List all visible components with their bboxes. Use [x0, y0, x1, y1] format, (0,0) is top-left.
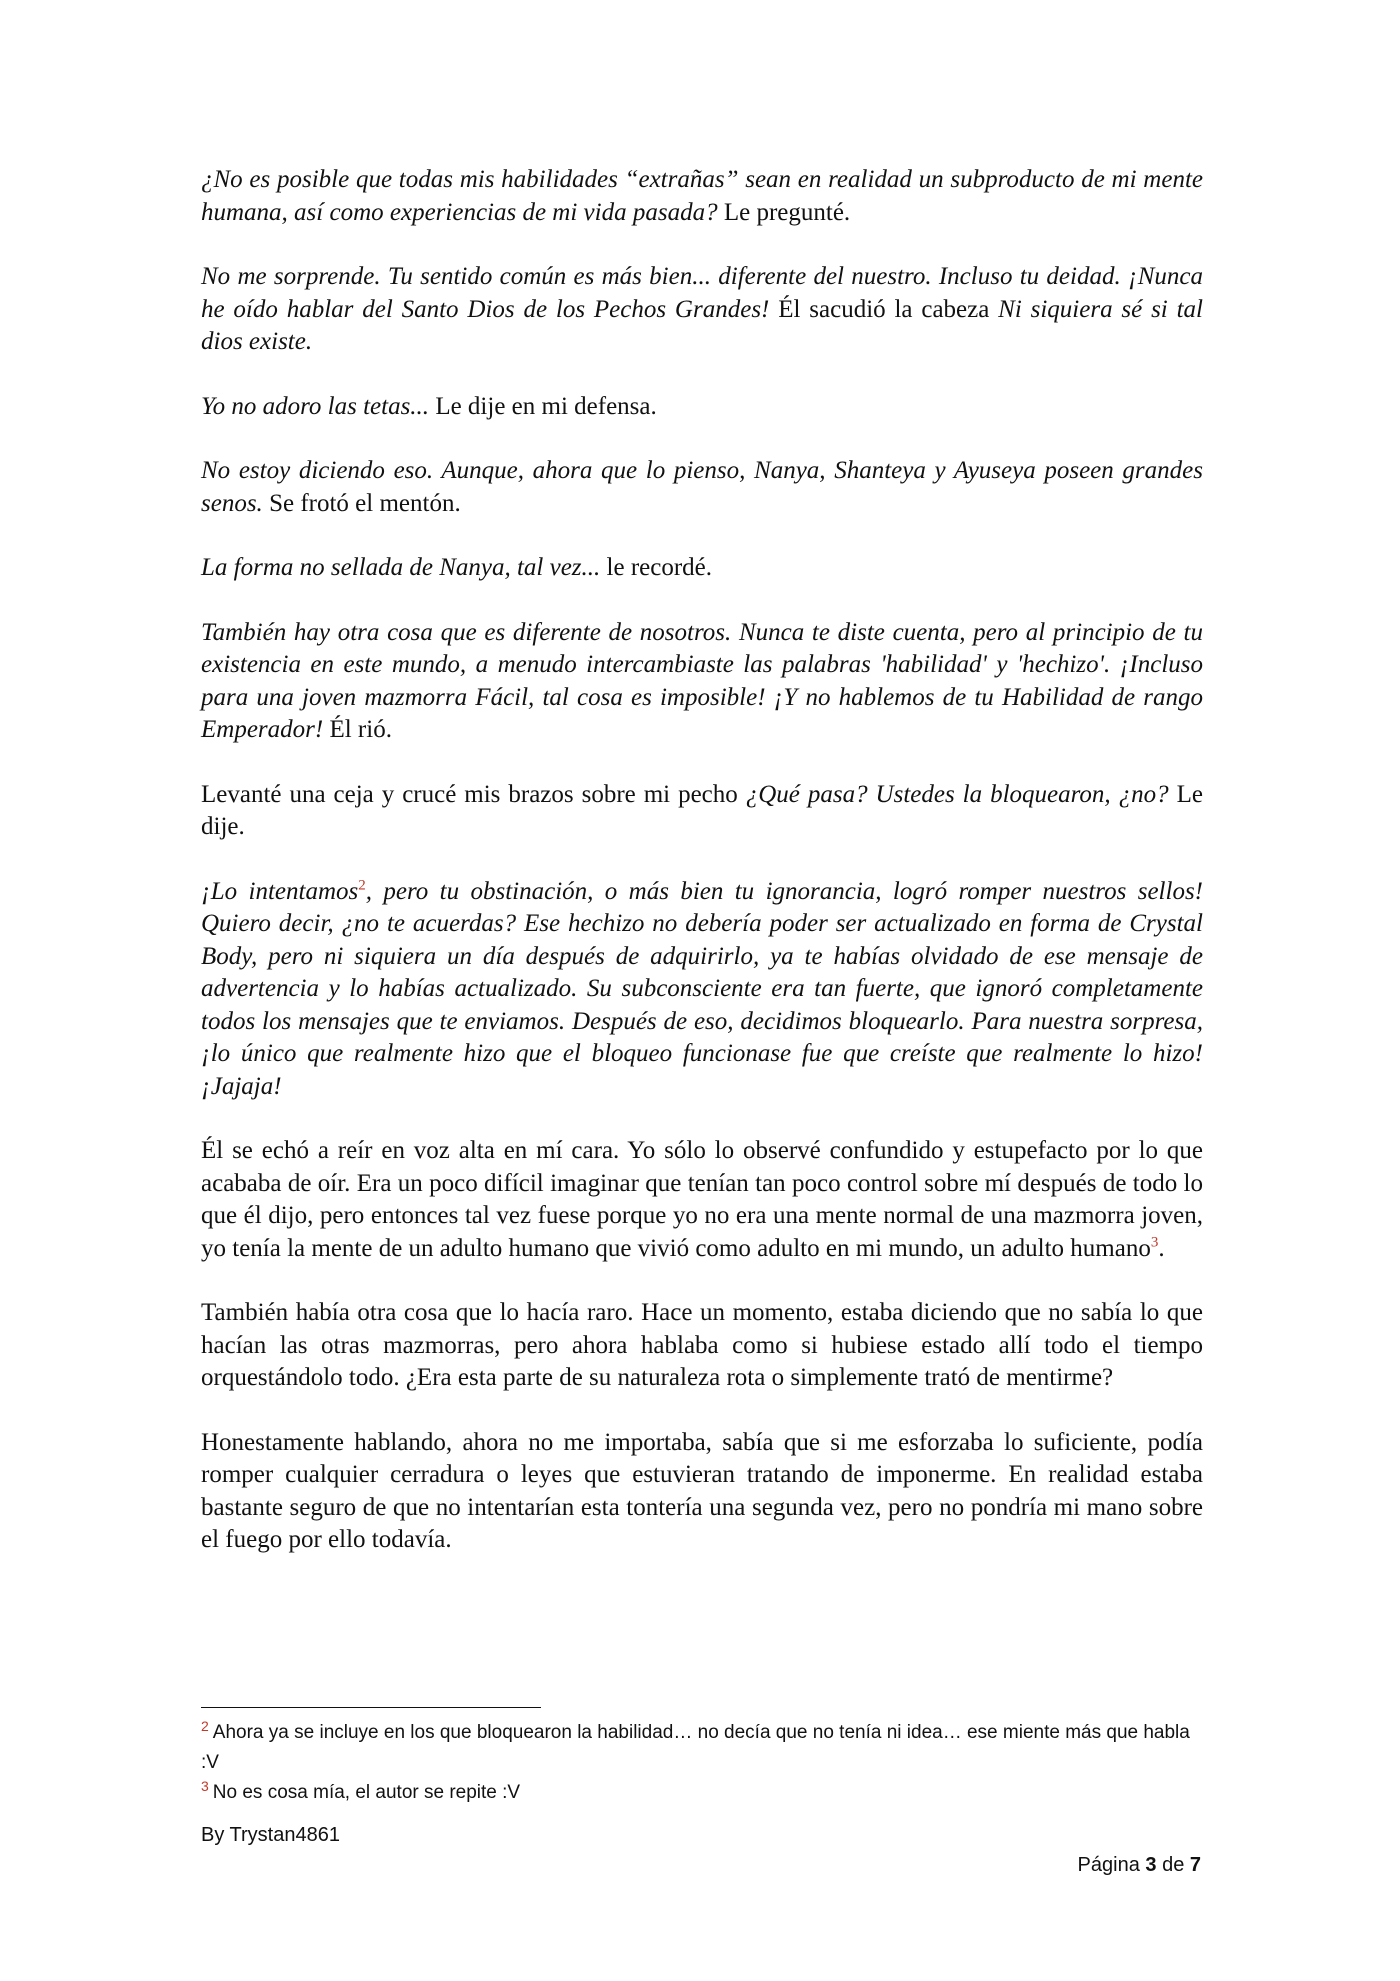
page-number	[1078, 1854, 1201, 1877]
italic-text-segment: ¿Qué pasa? Ustedes la bloquearon, ¿no?	[745, 780, 1169, 808]
paragraph	[201, 876, 1203, 1104]
text-segment: Honestamente hablando, ahora no me importaba, sabía que si me esforzaba lo suficiente, podía romper cualquier cerradura o leyes que estuvieran tratando de imponerme. En realidad estaba bastante seguro de que no intentarían esta tontería una segunda vez, pero no pondría mi mano sobre el fuego por ello todavía.	[201, 1428, 1203, 1553]
footnote-separator	[201, 1707, 541, 1708]
page-number-prefix: Página	[1077, 1854, 1146, 1876]
italic-text-segment: No estoy diciendo eso. Aunque, ahora que lo pienso, Nanya, Shanteya y Ayuseya poseen grandes senos.	[201, 457, 1203, 517]
paragraph	[201, 391, 1203, 424]
paragraph	[201, 1297, 1203, 1395]
paragraph	[201, 261, 1203, 359]
footnote-reference: 2	[358, 877, 366, 894]
italic-text-segment: Yo no adoro las tetas...	[201, 392, 430, 420]
italic-text-segment: No me sorprende. Tu sentido común es más bien... diferente del nuestro. Incluso tu deidad. ¡Nunca he oído hablar del Santo Dios de los Pechos Grandes!	[201, 263, 1203, 323]
text-segment: .	[1158, 1234, 1165, 1262]
text-segment: Se frotó el mentón.	[262, 489, 461, 517]
paragraph	[201, 1135, 1203, 1265]
paragraph	[201, 552, 1203, 585]
footnote	[201, 1778, 1201, 1808]
paragraph	[201, 455, 1203, 520]
paragraph	[201, 164, 1203, 229]
paragraph	[201, 617, 1203, 747]
footnote-number: 2	[201, 1717, 209, 1734]
footnote-number: 3	[201, 1777, 209, 1794]
paragraph	[201, 1427, 1203, 1557]
footnotes	[201, 1718, 1201, 1808]
page-number-separator: de	[1156, 1854, 1190, 1876]
text-segment: Le dije.	[201, 780, 1203, 840]
text-segment: Levanté una ceja y crucé mis brazos sobre mi pecho	[201, 780, 746, 808]
footnote-reference: 3	[1150, 1234, 1159, 1251]
italic-text-segment: Ni siquiera sé si tal dios existe.	[201, 295, 1203, 355]
text-segment: le recordé.	[600, 554, 713, 581]
italic-text-segment: También hay otra cosa que es diferente de nosotros. Nunca te diste cuenta, pero al principio de tu existencia en este mundo, a menudo intercambiaste las palabras 'habilidad' y 'hechizo'. ¡Incluso para una joven mazmorra Fácil, tal cosa es imposible! ¡Y no hablemos de tu Habilidad de rango Emperador!	[201, 618, 1203, 743]
footnote-text: Ahora ya se incluye en los que bloquearon la habilidad… no decía que no tenía ni idea… ese miente más que habla :V	[201, 1722, 1190, 1773]
paragraph	[201, 779, 1203, 844]
footnote	[201, 1718, 1201, 1778]
text-segment: También había otra cosa que lo hacía raro. Hace un momento, estaba diciendo que no sabía lo que hacían las otras mazmorras, pero ahora hablaba como si hubiese estado allí todo el tiempo orquestándolo todo. ¿Era esta parte de su naturaleza rota o simplemente trató de mentirme?	[201, 1299, 1203, 1391]
body-text	[201, 164, 1203, 1557]
page-number-total: 7	[1189, 1854, 1201, 1876]
footnote-text: No es cosa mía, el autor se repite :V	[212, 1782, 521, 1803]
text-segment: Él sacudió la cabeza	[769, 295, 999, 323]
text-segment: Le dije en mi defensa.	[429, 392, 657, 420]
italic-text-segment: ¿No es posible que todas mis habilidades “extrañas” sean en realidad un subproducto de mi mente humana, así como experiencias de mi vida pasada?	[201, 166, 1203, 226]
italic-text-segment: ¡Lo intentamos	[201, 877, 359, 905]
text-segment: Le pregunté.	[717, 198, 851, 226]
italic-text-segment: La forma no sellada de Nanya, tal vez...	[201, 554, 601, 581]
text-segment: Él rió.	[323, 716, 392, 743]
italic-text-segment: , pero tu obstinación, o más bien tu ignorancia, logró romper nuestros sellos! Quiero decir, ¿no te acuerdas? Ese hechizo no debería poder ser actualizado en forma de Crystal Body, pero ni siquiera un día después de adquirirlo, ya te habías olvidado de ese mensaje de advertencia y lo habías actualizado. Su subconsciente era tan fuerte, que ignoró completamente todos los mensajes que te enviamos. Después de eso, decidimos bloquearlo. Para nuestra sorpresa, ¡lo único que realmente hizo que el bloqueo funcionase fue que creíste que realmente lo hizo! ¡Jajaja!	[201, 877, 1203, 1100]
text-segment: Él se echó a reír en voz alta en mí cara. Yo sólo lo observé confundido y estupefacto por lo que acababa de oír. Era un poco difícil imaginar que tenían tan poco control sobre mí después de todo lo que él dijo, pero entonces tal vez fuese porque yo no era una mente normal de una mazmorra joven, yo tenía la mente de un adulto humano que vivió como adulto en mi mundo, un adulto humano	[201, 1137, 1203, 1262]
byline: By Trystan4861	[201, 1824, 340, 1846]
page-number-current: 3	[1145, 1854, 1157, 1876]
